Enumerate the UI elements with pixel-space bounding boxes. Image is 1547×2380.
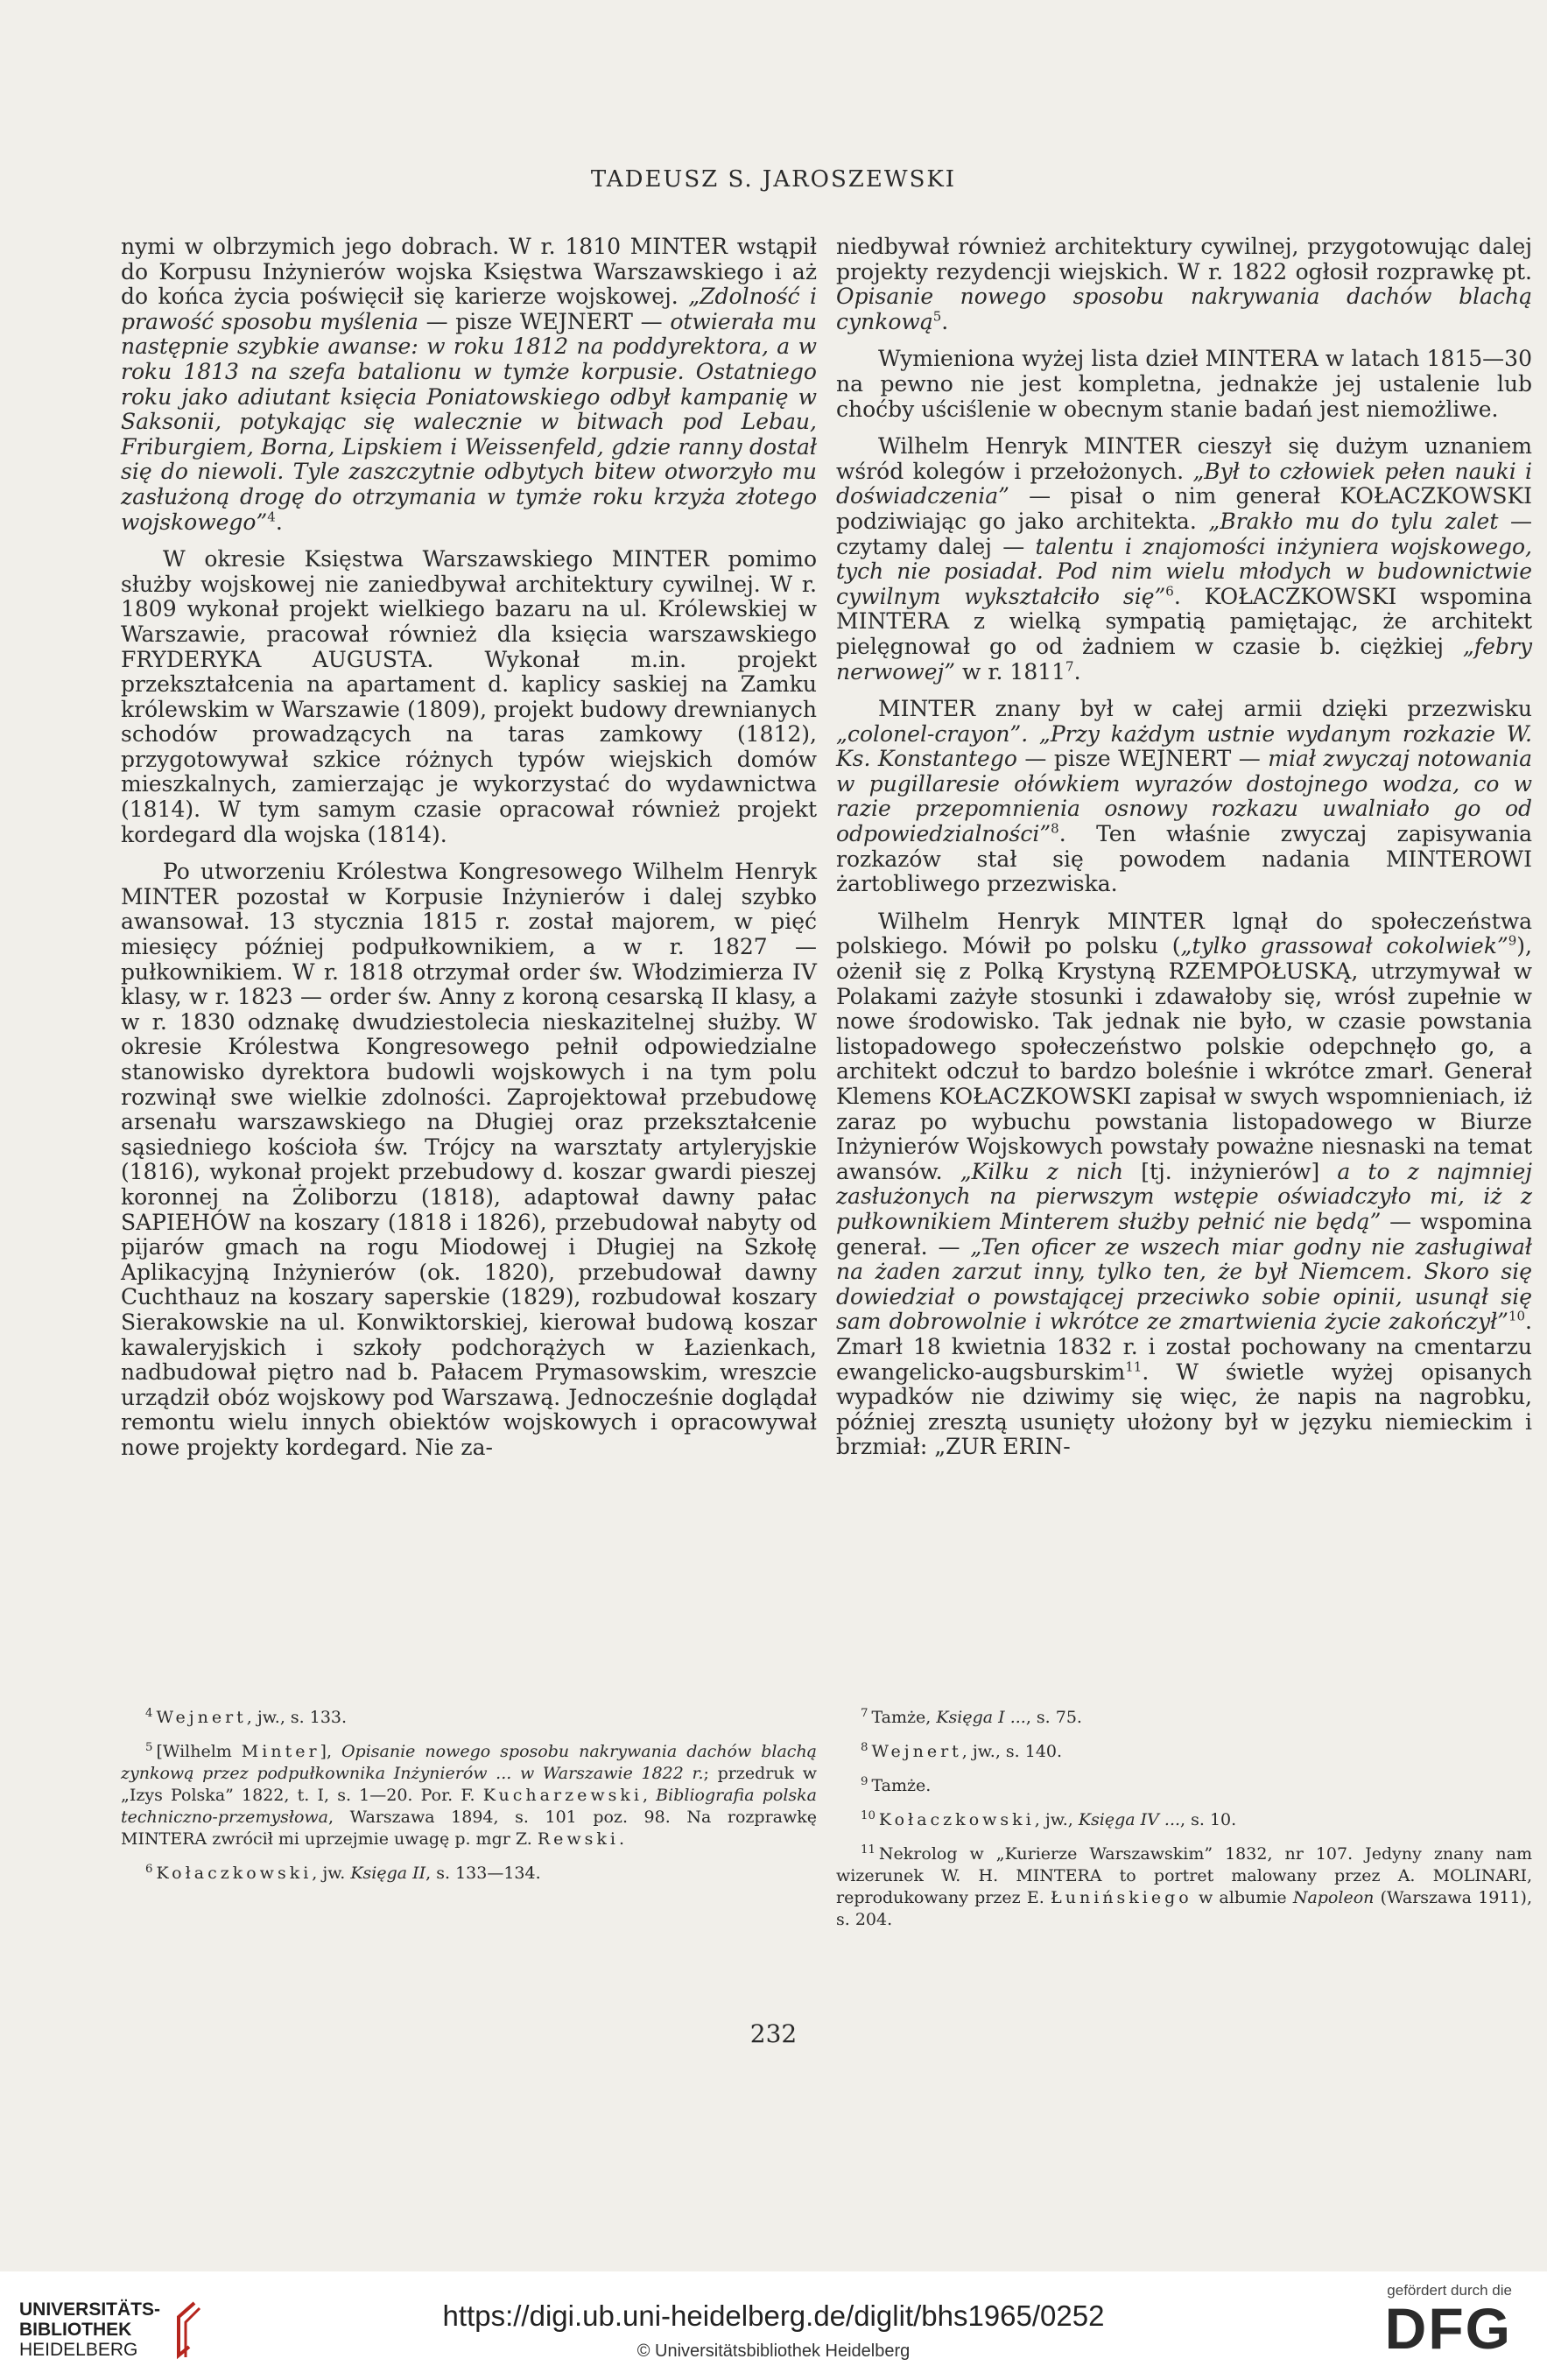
footnote: $^{11}$ Nekrolog w „Kurierze Warszawskim” 1832, nr 107. Jedyny znany nam wizerunek W. H. MINTERA to portret malowany przez A. MOLINARI, reprodukowany przez E. Łunińskiego w albumie Napoleon (Warszawa 1911), s. 204. (836, 1843, 1533, 1929)
paragraph: Wilhelm Henryk MINTER lgnął do społeczeństwa polskiego. Mówił po polsku („tylko grassował cokolwiek”$^9$), ożenił się z Polką Krystyną RZEMPOŁUSKĄ, utrzymywał w Polakami zażyłe stosunki i zdawałoby się, wrósł zupełnie w nowe środowisko. Tak jednak nie było, w czasie powstania listopadowego społeczeństwo polskie odepchnęło go, a architekt odczuł to bardzo boleśnie i wkrótce zmarł. Generał Klemens KOŁACZKOWSKI zapisał w swych wspomnieniach, iż zaraz po wybuchu powstania listopadowego w Biurze Inżynierów Wojskowych powstały poważne niesnaski na temat awansów. „Kilku z nich [tj. inżynierów] a to z najmniej zasłużonych na pierwszym wstępie oświadczyło mi, iż z pułkownikiem Minterem służby pełnić nie będą” — wspomina generał. — „Ten oficer ze wszech miar godny nie zasługiwał na żaden zarzut inny, tylko ten, że był Niemcem. Skoro się dowiedział o powstającej przeciwko sobie opinii, usunął się sam dobrowolnie i wkrótce ze zmartwienia życie zakończył”$^{10}$. Zmarł 18 kwietnia 1832 r. i został pochowany na cmentarzu ewangelicko-augsburskim$^{11}$. W świetle wyżej opisanych wypadków nie dziwimy się więc, że napis na nagrobku, później zresztą usunięty ułożony był w języku niemieckim i brzmiał: „ZUR ERIN- (836, 908, 1533, 1460)
footnote-ref: 8 (1051, 820, 1059, 837)
library-name: UNIVERSITÄTS- BIBLIOTHEK HEIDELBERG (19, 2299, 161, 2360)
footnote-ref: 9 (1508, 933, 1517, 950)
footnote-ref: 5 (932, 308, 942, 325)
footnote-ref: 10 (1508, 1309, 1526, 1325)
footnote: $^7$ Tamże, Księga I ..., s. 75. (861, 1706, 1082, 1727)
left-column (121, 235, 817, 1461)
source-url-link[interactable]: https://digi.ub.uni-heidelberg.de/diglit/bhs1965/0252 (442, 2299, 1105, 2332)
footnote: $^8$ Wejnert, jw., s. 140. (861, 1740, 1063, 1761)
footnote-ref: 6 (1165, 583, 1174, 600)
footnote: $^4$ Wejnert, jw., s. 133. (145, 1706, 348, 1727)
paragraph: Wilhelm Henryk MINTER cieszył się dużym uznaniem wśród kolegów i przełożonych. „Był to człowiek pełen nauki i doświadczenia” — pisał o nim generał KOŁACZKOWSKI podziwiając go jako architekta. „Brakło mu do tylu zalet — czytamy dalej — talentu i znajomości inżyniera wojskowego, tych nie posiadał. Pod nim wielu młodych w budownictwie cywilnym wykształciło się”$^6$. KOŁACZKOWSKI wspomina MINTERA z wielką sympatią pamiętając, że architekt pielęgnował go od żadniem w czasie b. ciężkiej „febry nerwowej” w r. 1811$^7$. (836, 433, 1533, 685)
paragraph: Wymieniona wyżej lista dzieł MINTERA w latach 1815—30 na pewno nie jest kompletna, jednakże jej ustalenie lub choćby uściślenie w obecnym stanie badań jest niemożliwe. (836, 346, 1532, 422)
footnote: $^9$ Tamże. (861, 1774, 932, 1795)
footnote-ref: 11 (1125, 1358, 1143, 1375)
footnote: $^6$ Kołaczkowski, jw. Księga II, s. 133—134. (145, 1862, 541, 1883)
paragraph: W okresie Księstwa Warszawskiego MINTER pomimo służby wojskowej nie zaniedbywał architektury cywilnej. W r. 1809 wykonał projekt wielkiego bazaru na ul. Królewskiej w Warszawie, pracował również dla księcia warszawskiego FRYDERYKA AUGUSTA. Wykonał m.in. projekt przekształcenia na apartament d. kaplicy saskiej na Zamku królewskim w Warszawie (1809), projekt budowy drewnianych schodów prowadzących na taras zamkowy (1812), przygotowywał szkice różnych typów wiejskich domów mieszkalnych, zamierzając je wykorzystać do wydawnictwa (1814). W tym samym czasie opracował również projekt kordegard dla wojska (1814). (121, 546, 817, 847)
footnote: $^{10}$ Kołaczkowski, jw., Księga IV ..., s. 10. (861, 1808, 1237, 1829)
paragraph: nymi w olbrzymich jego dobrach. W r. 1810 MINTER wstąpił do Korpusu Inżynierów wojska Księstwa Warszawskiego i aż do końca życia poświęcił się karierze wojskowej. „Zdolność i prawość sposobu myślenia — pisze WEJNERT — otwierała mu następnie szybkie awanse: w roku 1812 na poddyrektora, a w roku 1813 na szefa batalionu w tymże korpusie. Ostatniego roku jako adiutant księcia Poniatowskiego odbył kampanię w Saksonii, potykając się walecznie w bitwach pod Lebau, Friburgiem, Borna, Lipskiem i Weissenfeld, gdzie ranny dostał się do niewoli. Tyle zaszczytnie odbytych bitew otworzyło mu zasłużoną drogę do otrzymania w tymże roku krzyża złotego wojskowego”$^4$. (121, 234, 817, 535)
running-title: TADEUSZ S. JAROSZEWSKI (590, 166, 957, 193)
paragraph: niedbywał również architektury cywilnej, przygotowując dalej projekty rezydencji wiejskich. W r. 1822 ogłosił rozprawkę pt. Opisanie nowego sposobu nakrywania dachów blachą cynkową$^5$. (836, 234, 1532, 334)
right-column (836, 235, 1532, 1460)
footnotes-right (836, 1707, 1532, 1943)
footnotes-left (121, 1707, 817, 1897)
page-number: 232 (749, 2019, 798, 2048)
paragraph: Po utworzeniu Królestwa Kongresowego Wilhelm Henryk MINTER pozostał w Korpusie Inżynierów i dalej szybko awansował. 13 stycznia 1815 r. został majorem, w pięć miesięcy później podpułkownikiem, a w r. 1827 — pułkownikiem. W r. 1818 otrzymał order św. Włodzimierza IV klasy, w r. 1823 — order św. Anny z koroną cesarską II klasy, a w r. 1830 odznakę dwudziestolecia nieskazitelnej służby. W okresie Królestwa Kongresowego pełnił odpowiedzialne stanowisko dyrektora budowli wojskowych i na tym polu rozwinął swe wielkie zdolności. Zaprojektował przebudowę arsenału warszawskiego na Długiej oraz przekształcenie sąsiedniego kościoła św. Trójcy na warsztaty artyleryjskie (1816), wykonał projekt przebudowy d. koszar gwardi pieszej koronnej na Żoliborzu (1818), adaptował dawny pałac SAPIEHÓW na koszary (1818 i 1826), przebudował nabyty od pijarów gmach na rogu Miodowej i Długiej na Szkołę Aplikacyjną Inżynierów (ok. 1820), przebudował dawny Cuchthauz na koszary saperskie (1829), rozbudował koszary Sierakowskie na ul. Konwiktorskiej, kierował budową koszar kawaleryjskich i szkoły podchorążych w Łazienkach, nadbudował piętro nad b. Pałacem Prymasowskim, wreszcie urządził obóz wojskowy pod Warszawą. Jednocześnie doglądał remontu wielu innych obiektów wojskowych i opracowywał nowe projekty kordegard. Nie za- (121, 859, 817, 1460)
footnote-ref: 4 (267, 509, 276, 525)
paragraph: MINTER znany był w całej armii dzięki przezwisku „colonel-crayon”. „Przy każdym ustnie wydanym rozkazie W. Ks. Konstantego — pisze WEJNERT — miał zwyczaj notowania w pugillaresie ołówkiem wyrazów dostojnego wodza, co w razie przepomnienia osnowy rozkazu uwalniało go od odpowiedzialności”$^8$. Ten właśnie zwyczaj zapisywania rozkazów stał się powodem nadania MINTEROWI żartobliwego przezwiska. (836, 696, 1532, 897)
copyright-notice: © Universitätsbibliothek Heidelberg (636, 2341, 911, 2361)
footnote: $^5$ [Wilhelm Minter], Opisanie nowego sposobu nakrywania dachów blachą zynkową przez podpułkownika Inżynierów ... w Warszawie 1822 r.; przedruk w „Izys Polska” 1822, t. I, s. 1—20. Por. F. Kucharzewski, Bibliografia polska techniczno-przemysłowa, Warszawa 1894, s. 101 poz. 98. Na rozprawkę MINTERA zwrócił mi uprzejmie uwagę p. mgr Z. Rewski. (121, 1740, 818, 1849)
dfg-logo[interactable] (1337, 2282, 1512, 2369)
dfg-wordmark: DFG (1384, 2296, 1512, 2361)
footer-bar (0, 2271, 1547, 2380)
footnote-ref: 7 (1065, 658, 1074, 675)
dfg-caption: gefördert durch die (1387, 2282, 1512, 2299)
